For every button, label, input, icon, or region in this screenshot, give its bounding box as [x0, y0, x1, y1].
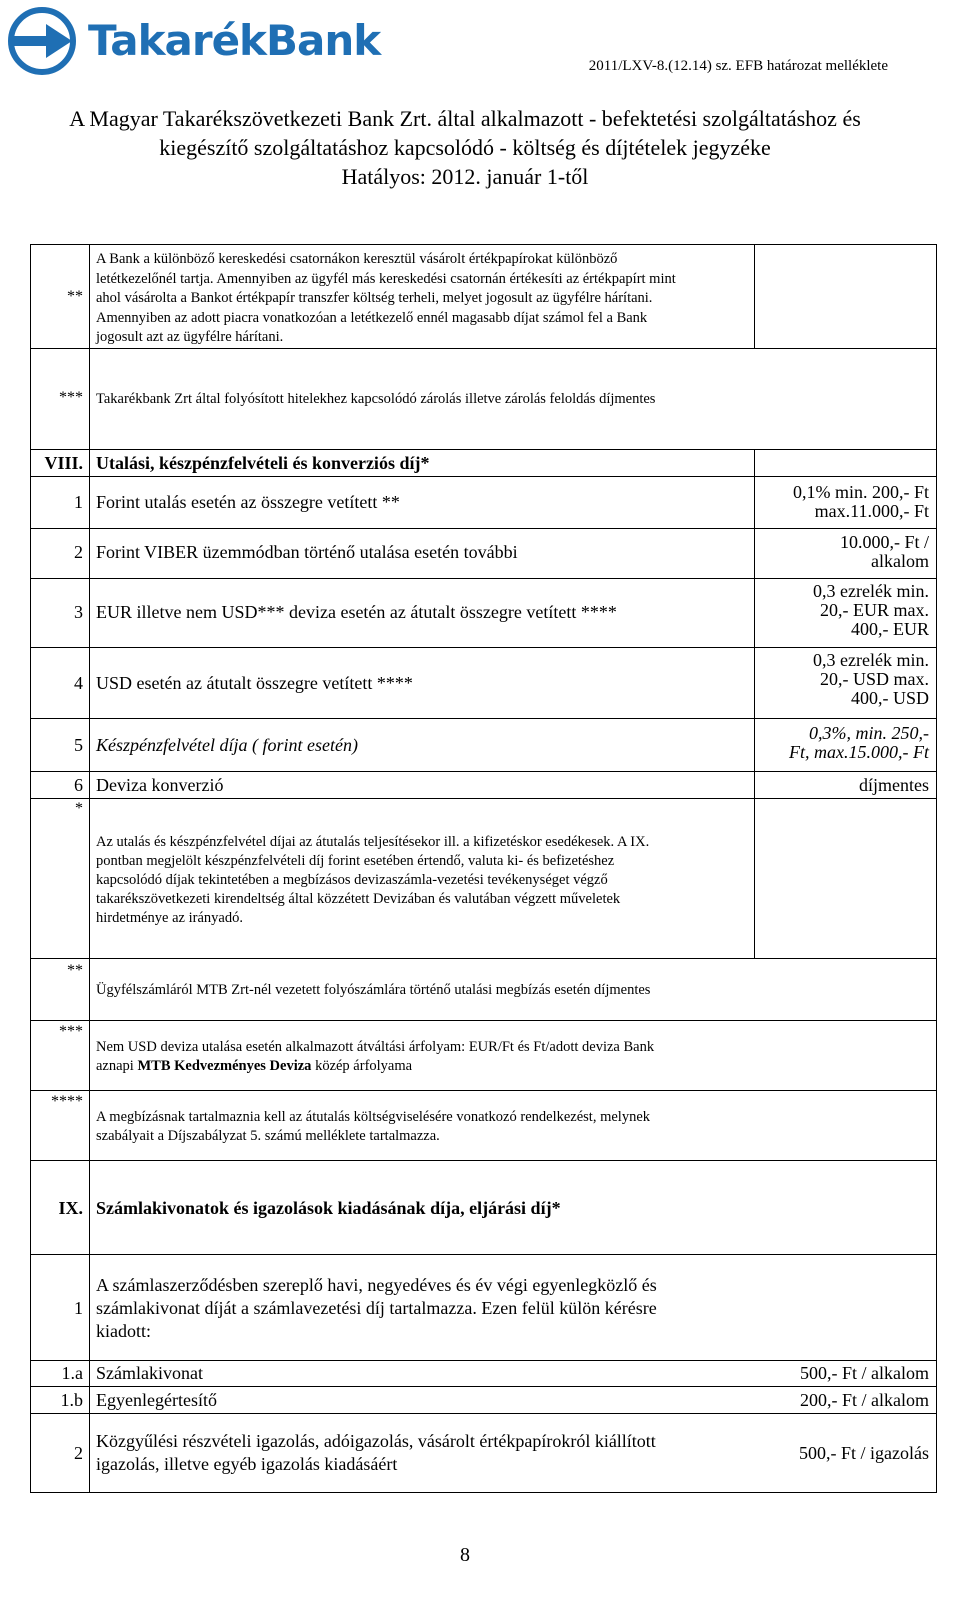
note-text: Ügyfélszámláról MTB Zrt-nél vezetett folyószámlára történő utalási megbízás esetén díjmentes: [96, 982, 651, 998]
row-number: 3: [74, 602, 83, 622]
title-line-1: A Magyar Takarékszövetkezeti Bank Zrt. által alkalmazott - befektetési szolgáltatáshoz és: [69, 106, 861, 131]
row-label: Deviza konverzió: [96, 775, 224, 795]
note-mark: ****: [51, 1093, 83, 1110]
note-mark: **: [67, 288, 83, 305]
note-text: Az utalás és készpénzfelvétel díjai az átutalás teljesítésekor ill. a kifizetéskor esedékesek. A IX. pontban megjelölt készpénzfelvételi díj forint esetében értendő, valuta ki- és befizetéshez kapcsolódó díjak tekintetében a megbízásos devizaszámla-vezetési tevékenységet végző takarékszövetkezeti kirendeltség által közzétett Devizában és valutában végzett műveletek hirdetménye az irányadó.: [96, 834, 650, 926]
note-text: A Bank a különböző kereskedési csatornákon keresztül vásárolt értékpapírokat különböző letétkezelőnél tartja. Amennyiben az ügyfél más kereskedési csatornán értékesíti az értékpapírt mint ahol vásárolta a Bankot értékpapír transzfer költség terheli, melyet jogosult az ügyfélre hárítani. Amennyiben az adott piacra vonatkozóan a letétkezelő ennél magasabb díjat számol fel a Bank jogosult azt az ügyfélre hárítani.: [96, 251, 676, 345]
note-text: Takarékbank Zrt által folyósított hitelekhez kapcsolódó zárolás illetve zárolás feloldás díjmentes: [96, 391, 656, 407]
row-fee: 0,3%, min. 250,- Ft, max.15.000,- Ft: [789, 723, 929, 762]
row-number: 1.b: [60, 1390, 83, 1410]
row-number: 2: [74, 1443, 83, 1463]
section-title: Utalási, készpénzfelvételi és konverziós díj*: [96, 453, 430, 473]
note-mark: **: [67, 962, 83, 979]
note-text: A megbízásnak tartalmaznia kell az átutalás költségviselésére vonatkozó rendelkezést, melynek szabályait a Díjszabályzat 5. számú melléklete tartalmazza.: [96, 1109, 651, 1144]
row-number: 1: [74, 492, 83, 512]
row-number: 4: [74, 673, 83, 693]
row-fee: 10.000,- Ft / alkalom: [839, 532, 929, 571]
row-fee: 200,- Ft / alkalom: [800, 1390, 929, 1410]
logo-text: TakarékBank: [88, 16, 381, 65]
logo: [6, 6, 426, 76]
row-fee: 0,3 ezrelék min. 20,- USD max. 400,- USD: [813, 650, 929, 708]
note-mark: *: [75, 800, 83, 817]
section-number: IX.: [58, 1198, 83, 1218]
section-title: Számlakivonatok és igazolások kiadásának díja, eljárási díj*: [96, 1198, 561, 1218]
title-line-3: Hatályos: 2012. január 1-től: [341, 164, 589, 189]
document-title: [0, 104, 930, 191]
row-fee: 500,- Ft / igazolás: [799, 1443, 929, 1463]
row-label: Forint VIBER üzemmódban történő utalása esetén további: [96, 542, 518, 562]
reference-text: 2011/LXV-8.(12.14) sz. EFB határozat melléklete: [588, 58, 888, 74]
note-mark: ***: [59, 1023, 83, 1040]
arrow-logo-icon: [6, 6, 80, 76]
row-label: Egyenlegértesítő: [96, 1390, 217, 1410]
row-fee: 0,1% min. 200,- Ft max.11.000,- Ft: [792, 482, 929, 521]
row-number: 1: [74, 1298, 83, 1318]
row-text: Közgyűlési részvételi igazolás, adóigazolás, vásárolt értékpapírokról kiállított igazolás, illetve egyéb igazolás kiadásáért: [96, 1431, 656, 1474]
row-fee: 0,3 ezrelék min. 20,- EUR max. 400,- EUR: [813, 581, 929, 639]
row-number: 1.a: [61, 1363, 83, 1383]
section-number: VIII.: [44, 453, 83, 473]
row-label: Forint utalás esetén az összegre vetített **: [96, 492, 400, 512]
row-number: 6: [74, 775, 83, 795]
row-label: Számlakivonat: [96, 1363, 203, 1383]
row-label: EUR illetve nem USD*** deviza esetén az átutalt összegre vetített ****: [96, 602, 617, 622]
row-number: 5: [74, 735, 83, 755]
note-text: Nem USD deviza utalása esetén alkalmazott átváltási árfolyam: EUR/Ft és Ft/adott deviza Bank aznapi MTB Kedvezményes Deviza közép árfolyama: [96, 1039, 655, 1074]
row-fee: díjmentes: [859, 775, 929, 795]
row-label: Készpénzfelvétel díja ( forint esetén): [96, 735, 358, 755]
row-text: A számlaszerződésben szereplő havi, negyedéves és év végi egyenlegközlő és számlakivonat díját a számlavezetési díj tartalmazza. Ezen felül külön kérésre kiadott:: [96, 1275, 657, 1341]
row-label: USD esetén az átutalt összegre vetített ****: [96, 673, 413, 693]
row-number: 2: [74, 542, 83, 562]
row-fee: 500,- Ft / alkalom: [800, 1363, 929, 1383]
note-mark: ***: [59, 389, 83, 406]
page-number: 8: [460, 1544, 470, 1566]
title-line-2: kiegészítő szolgáltatáshoz kapcsolódó - költség és díjtételek jegyzéke: [159, 135, 771, 160]
